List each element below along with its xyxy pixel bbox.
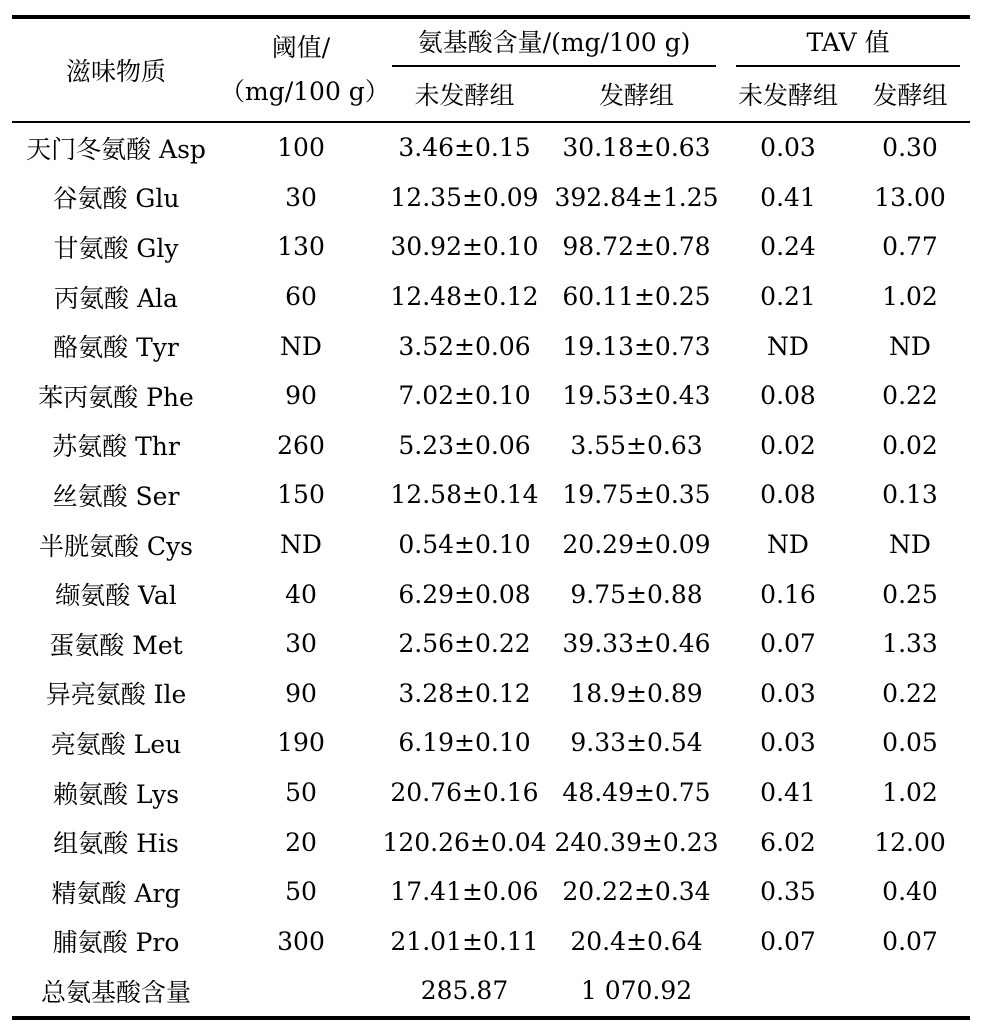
table-row [12,520,970,570]
total-label: 总氨基酸含量 [12,966,220,1018]
cell-threshold: 30 [285,629,317,659]
table-row [12,867,970,917]
table-body [12,122,970,1018]
header-threshold [220,17,390,122]
cell-substance: 脯氨酸 Pro [52,928,180,958]
total-unfermented: 285.87 [382,966,547,1018]
cell-fermented: 20.4±0.64 [570,926,703,956]
cell-fermented: 98.72±0.78 [562,232,711,262]
cell-tav-unfermented: 0.24 [760,232,816,262]
cell-tav-fermented: 12.00 [874,827,946,857]
table-row [12,768,970,818]
header-fermented: 发酵组 [547,67,726,122]
cell-substance: 谷氨酸 Glu [52,184,180,214]
total-tav-unfermented-empty [726,966,850,1018]
cell-substance: 精氨酸 Arg [51,878,181,908]
cell-substance: 组氨酸 His [53,829,179,859]
cell-tav-unfermented: 0.35 [760,877,816,907]
cell-unfermented: 3.46±0.15 [398,133,531,163]
table-row [12,122,970,173]
cell-unfermented: 30.92±0.10 [390,232,539,262]
cell-tav-unfermented: 0.07 [760,629,816,659]
cell-tav-fermented: 1.02 [882,282,938,312]
cell-tav-unfermented: 0.02 [760,430,816,460]
cell-substance: 缬氨酸 Val [55,581,177,611]
header-tav-unfermented: 未发酵组 [726,67,850,122]
cell-fermented: 20.22±0.34 [562,877,711,907]
cell-substance: 丙氨酸 Ala [54,283,178,313]
cell-unfermented: 3.52±0.06 [398,331,531,361]
cell-threshold: 150 [277,480,325,510]
cell-threshold: 300 [277,926,325,956]
cell-fermented: 48.49±0.75 [562,778,711,808]
cell-tav-fermented: 0.40 [882,877,938,907]
cell-tav-fermented: 1.02 [882,778,938,808]
cell-threshold: 130 [277,232,325,262]
table-row [12,321,970,371]
cell-fermented: 39.33±0.46 [562,629,711,659]
table-row [12,222,970,272]
cell-unfermented: 6.19±0.10 [398,728,531,758]
amino-acid-table [12,15,970,1020]
cell-tav-fermented: 0.30 [882,133,938,163]
cell-tav-unfermented: 0.16 [760,579,816,609]
cell-substance: 异亮氨酸 Ile [45,680,187,710]
table-row [12,421,970,471]
cell-tav-fermented: 0.05 [882,728,938,758]
cell-tav-fermented: 0.22 [882,381,938,411]
cell-tav-unfermented: 0.03 [760,728,816,758]
table-row [12,817,970,867]
cell-fermented: 19.13±0.73 [562,331,711,361]
total-tav-fermented-empty [850,966,970,1018]
total-threshold-empty [220,966,382,1018]
cell-unfermented: 6.29±0.08 [398,579,531,609]
header-substance: 滋味物质 [12,17,220,122]
cell-tav-unfermented: ND [767,530,809,560]
cell-substance: 酪氨酸 Tyr [53,333,179,363]
cell-unfermented: 17.41±0.06 [390,877,539,907]
cell-substance: 亮氨酸 Leu [50,729,182,759]
cell-threshold: 260 [277,430,325,460]
cell-fermented: 19.53±0.43 [562,381,711,411]
cell-unfermented: 0.54±0.10 [398,530,531,560]
cell-threshold: ND [280,331,322,361]
header-tav-fermented: 发酵组 [850,67,970,122]
cell-threshold: 90 [285,381,317,411]
cell-tav-fermented: 0.13 [882,480,938,510]
table-row [12,272,970,322]
cell-unfermented: 5.23±0.06 [398,430,531,460]
cell-substance: 半胱氨酸 Cys [38,531,194,561]
cell-substance: 苯丙氨酸 Phe [38,382,194,412]
cell-threshold: 60 [285,282,317,312]
cell-tav-unfermented: 0.41 [760,778,816,808]
cell-tav-unfermented: 0.21 [760,282,816,312]
cell-tav-fermented: 1.33 [882,629,938,659]
table-row [12,917,970,967]
cell-substance: 蛋氨酸 Met [49,630,183,660]
cell-fermented: 19.75±0.35 [562,480,711,510]
cell-tav-unfermented: 0.41 [760,182,816,212]
header-threshold-line2: （mg/100 g） [220,77,390,106]
cell-tav-fermented: 0.07 [882,926,938,956]
cell-unfermented: 20.76±0.16 [390,778,539,808]
cell-threshold: 190 [277,728,325,758]
table-row [12,619,970,669]
cell-tav-fermented: 13.00 [874,182,946,212]
table-row [12,173,970,223]
table-row [12,371,970,421]
cell-tav-fermented: 0.22 [882,678,938,708]
cell-threshold: 30 [285,182,317,212]
cell-tav-fermented: 0.25 [882,579,938,609]
cell-tav-unfermented: 0.07 [760,926,816,956]
cell-fermented: 9.33±0.54 [570,728,703,758]
header-threshold-line1: 阈值/ [271,33,331,62]
cell-tav-fermented: ND [889,331,931,361]
cell-threshold: 100 [277,133,325,163]
cell-threshold: 40 [285,579,317,609]
cell-fermented: 9.75±0.88 [570,579,703,609]
header-tav-group-label: TAV 值 [736,23,960,67]
cell-tav-unfermented: 6.02 [760,827,816,857]
cell-substance: 天门冬氨酸 Asp [26,134,206,164]
cell-fermented: 18.9±0.89 [570,678,703,708]
table-row [12,718,970,768]
cell-fermented: 20.29±0.09 [562,530,711,560]
table-row [12,569,970,619]
cell-fermented: 60.11±0.25 [562,282,711,312]
cell-threshold: ND [280,530,322,560]
table-row [12,470,970,520]
cell-unfermented: 3.28±0.12 [398,678,531,708]
cell-tav-unfermented: ND [767,331,809,361]
cell-threshold: 90 [285,678,317,708]
table-header [12,17,970,122]
cell-tav-unfermented: 0.03 [760,678,816,708]
cell-substance: 甘氨酸 Gly [53,233,179,263]
amino-acid-table-container [12,15,970,1020]
cell-fermented: 3.55±0.63 [570,430,703,460]
cell-fermented: 30.18±0.63 [562,133,711,163]
cell-unfermented: 12.48±0.12 [390,282,539,312]
cell-threshold: 50 [285,877,317,907]
cell-tav-unfermented: 0.08 [760,480,816,510]
cell-unfermented: 21.01±0.11 [390,926,539,956]
table-row [12,669,970,719]
cell-unfermented: 12.58±0.14 [390,480,539,510]
cell-tav-unfermented: 0.08 [760,381,816,411]
cell-substance: 丝氨酸 Ser [52,481,180,511]
total-fermented: 1 070.92 [547,966,726,1018]
cell-unfermented: 2.56±0.22 [398,629,531,659]
header-content-group-label: 氨基酸含量/(mg/100 g) [392,23,716,67]
cell-threshold: 50 [285,778,317,808]
cell-tav-fermented: 0.77 [882,232,938,262]
cell-substance: 苏氨酸 Thr [52,432,180,462]
header-unfermented: 未发酵组 [382,67,547,122]
cell-tav-fermented: ND [889,530,931,560]
cell-tav-unfermented: 0.03 [760,133,816,163]
cell-unfermented: 120.26±0.04 [382,827,547,857]
cell-unfermented: 7.02±0.10 [398,381,531,411]
cell-unfermented: 12.35±0.09 [390,182,539,212]
cell-fermented: 392.84±1.25 [554,182,719,212]
header-content-group [382,17,726,67]
header-tav-group [726,17,970,67]
cell-threshold: 20 [285,827,317,857]
cell-substance: 赖氨酸 Lys [52,779,180,809]
cell-fermented: 240.39±0.23 [554,827,719,857]
cell-tav-fermented: 0.02 [882,430,938,460]
total-row [12,966,970,1018]
